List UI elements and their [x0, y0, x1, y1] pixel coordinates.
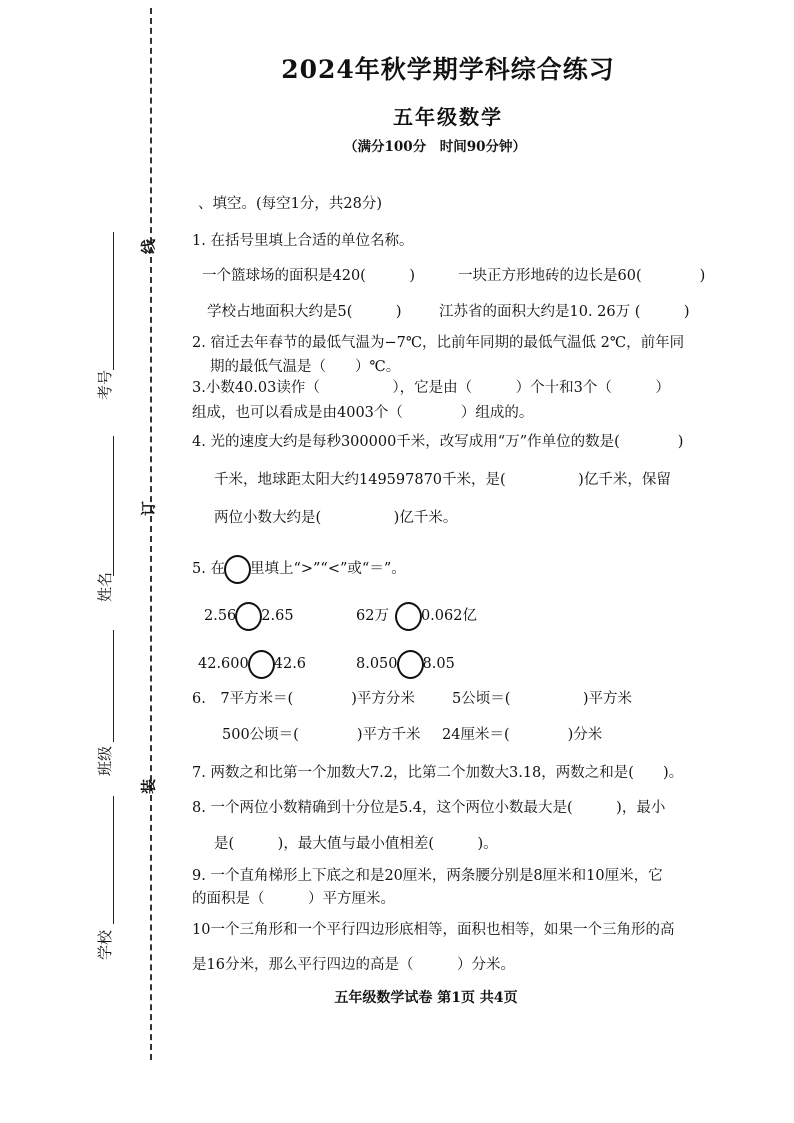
field-label-exam-number: 考号	[96, 369, 114, 400]
q5-pair-3-left: 42.600	[198, 656, 249, 672]
q5-pair-4-left: 8.050	[356, 656, 398, 672]
q6-item-b: 5公顷＝( )平方米	[452, 691, 633, 707]
q5-pair-2-right: 0.062亿	[420, 608, 477, 624]
exam-meta: （满分100分 时间90分钟）	[344, 139, 526, 155]
q2-line2: 期的最低气温是（ ）℃。	[210, 359, 401, 375]
compare-circle-2[interactable]	[395, 602, 422, 631]
compare-circle-icon	[224, 555, 251, 584]
binding-char-xian: 线	[139, 239, 158, 255]
section-heading: 、填空。(每空1分，共28分)	[198, 196, 382, 212]
q5-pair-3-right: 42.6	[273, 656, 307, 672]
q1-item-a: 一个篮球场的面积是420( )	[202, 268, 415, 284]
q5-stem	[192, 555, 406, 584]
q9-line1: 9. 一个直角梯形上下底之和是20厘米，两条腰分别是8厘米和10厘米，它	[192, 868, 663, 884]
field-label-school: 学校	[96, 929, 114, 960]
field-label-class: 班级	[96, 745, 114, 776]
q1-stem: 1. 在括号里填上合适的单位名称。	[192, 233, 414, 249]
q5-pair-2-left: 62万	[356, 608, 389, 624]
q9-line2: 的面积是（ ）平方厘米。	[192, 891, 395, 907]
q6-item-d: 24厘米＝( )分米	[442, 727, 603, 743]
q3-line2: 组成，也可以看成是由4003个（ ）组成的。	[192, 405, 534, 421]
q5-stem-pre: 5. 在	[192, 561, 225, 577]
q10-line2: 是16分米，那么平行四边的高是（ ）分米。	[192, 957, 515, 973]
q3-line1: 3.小数40.03读作（ ），它是由（ ）个十和3个（ ）	[192, 380, 670, 396]
binding-char-ding: 订	[139, 501, 158, 517]
q1-item-c: 学校占地面积大约是5( )	[207, 304, 402, 320]
q1-item-b: 一块正方形地砖的边长是60( )	[458, 268, 706, 284]
page-title: 2024年秋学期学科综合练习	[281, 55, 615, 84]
field-line-class[interactable]	[113, 630, 114, 742]
q8-line1: 8. 一个两位小数精确到十分位是5.4，这个两位小数最大是( )，最小	[192, 800, 666, 816]
q4-line2: 千米，地球距太阳大约149597870千米，是( )亿千米，保留	[214, 472, 671, 488]
binding-char-zhuang: 装	[139, 779, 158, 795]
q4-line1: 4. 光的速度大约是每秒300000千米，改写成用“万”作单位的数是( )	[192, 434, 684, 450]
q4-line3: 两位小数大约是( )亿千米。	[214, 510, 458, 526]
q1-item-d: 江苏省的面积大约是10. 26万 ( )	[439, 304, 690, 320]
page-footer: 五年级数学试卷 第1页 共4页	[334, 990, 518, 1006]
q8-line2: 是( )，最大值与最小值相差( )。	[214, 836, 498, 852]
field-line-school[interactable]	[113, 796, 114, 924]
q10-line1: 10一个三角形和一个平行四边形底相等，面积也相等，如果一个三角形的高	[192, 922, 675, 938]
field-label-name: 姓名	[96, 571, 114, 602]
q2-line1: 2. 宿迁去年春节的最低气温为−7℃，比前年同期的最低气温低 2℃，前年同	[192, 335, 685, 351]
q5-pair-3	[198, 650, 306, 679]
q5-pair-4-right: 8.05	[422, 656, 455, 672]
compare-circle-1[interactable]	[235, 602, 262, 631]
q5-pair-1-left: 2.56	[204, 608, 237, 624]
compare-circle-4[interactable]	[397, 650, 424, 679]
page-subtitle: 五年级数学	[393, 105, 503, 129]
q5-pair-4	[356, 650, 455, 679]
q7-line: 7. 两数之和比第一个加数大7.2，比第二个加数大3.18，两数之和是( )。	[192, 765, 684, 781]
field-line-exam-number[interactable]	[113, 232, 114, 370]
compare-circle-3[interactable]	[248, 650, 275, 679]
q5-stem-post: 里填上“>”“<”或“＝”。	[249, 561, 406, 577]
q5-pair-1	[204, 602, 294, 631]
q5-pair-2	[356, 602, 477, 631]
q6-item-a: 6. 7平方米＝( )平方分米	[192, 691, 415, 707]
binding-dashed-line	[150, 8, 152, 1060]
q5-pair-1-right: 2.65	[261, 608, 294, 624]
field-line-name[interactable]	[113, 436, 114, 576]
q6-item-c: 500公顷＝( )平方千米	[222, 727, 421, 743]
